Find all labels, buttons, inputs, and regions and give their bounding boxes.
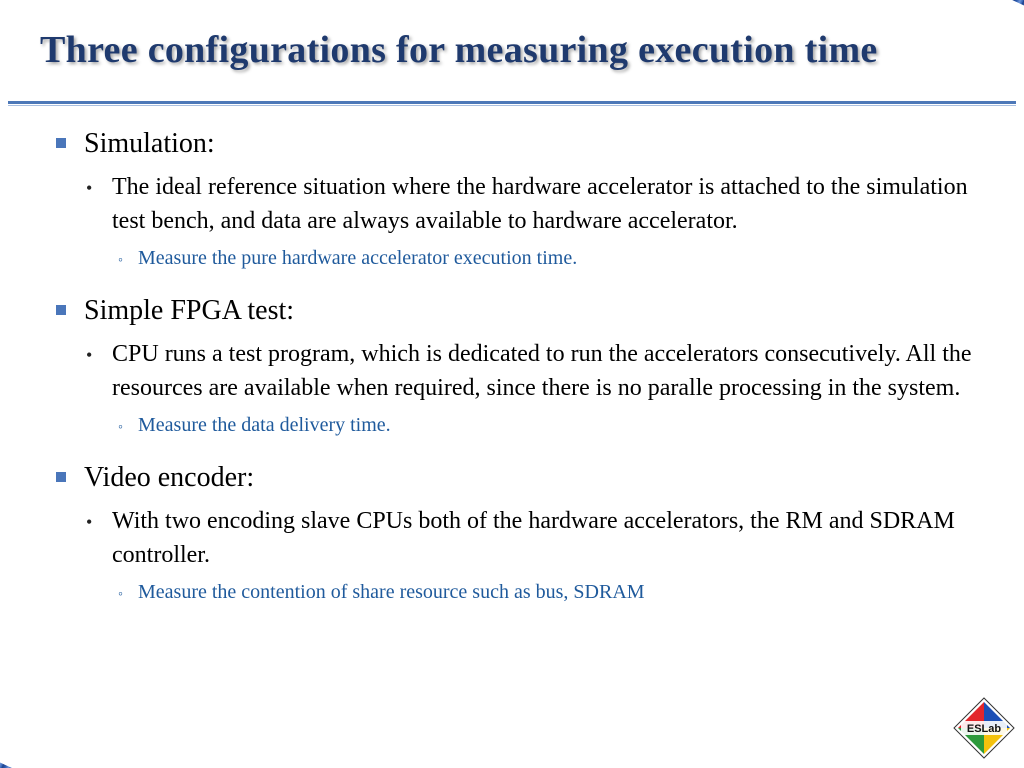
bullet-level2: [86, 504, 976, 572]
sub-bullet-text: Measure the data delivery time.: [138, 414, 391, 436]
dot-bullet-icon: •: [86, 512, 93, 532]
section-simulation: [56, 126, 976, 275]
bullet-level3: [118, 578, 976, 609]
slide-title: Three configurations for measuring execution time: [40, 29, 878, 71]
bullet-level1: [56, 293, 976, 329]
section-heading: Simulation:: [84, 128, 215, 159]
dot-bullet-icon: •: [86, 345, 93, 365]
square-bullet-icon: [56, 138, 66, 148]
bullet-text: The ideal reference situation where the hardware accelerator is attached to the simulation test bench, and data are always available to hardware accelerator.: [112, 174, 968, 234]
bullet-level3: [118, 244, 976, 275]
dot-bullet-icon: •: [86, 178, 93, 198]
bullet-text: With two encoding slave CPUs both of the hardware accelerators, the RM and SDRAM controller.: [112, 508, 955, 568]
square-bullet-icon: [56, 472, 66, 482]
section-simple-fpga-test: [56, 293, 976, 442]
sub-bullet-text: Measure the contention of share resource such as bus, SDRAM: [138, 581, 645, 603]
square-bullet-icon: [56, 305, 66, 315]
circle-bullet-icon: ◦: [118, 420, 123, 435]
logo-text: ESLab: [966, 723, 1002, 735]
bullet-level2: [86, 337, 976, 405]
bullet-text: CPU runs a test program, which is dedicated to run the accelerators consecutively. All the resources are available when required, since there is no paralle processing in the system.: [112, 341, 972, 401]
bullet-level1: [56, 460, 976, 496]
section-heading: Video encoder:: [84, 462, 255, 493]
slide-content: [56, 126, 976, 627]
corner-decoration-bottom-left: [0, 708, 140, 768]
corner-decoration-top-right: [884, 0, 1024, 60]
eslab-logo-icon: [952, 696, 1016, 760]
title-divider: [8, 101, 1016, 104]
bullet-level3: [118, 411, 976, 442]
bullet-level2: [86, 170, 976, 238]
title-divider-thin: [8, 105, 1016, 106]
circle-bullet-icon: ◦: [118, 253, 123, 268]
section-video-encoder: [56, 460, 976, 609]
sub-bullet-text: Measure the pure hardware accelerator execution time.: [138, 247, 578, 269]
section-heading: Simple FPGA test:: [84, 295, 295, 326]
bullet-level1: [56, 126, 976, 162]
circle-bullet-icon: ◦: [118, 587, 123, 602]
